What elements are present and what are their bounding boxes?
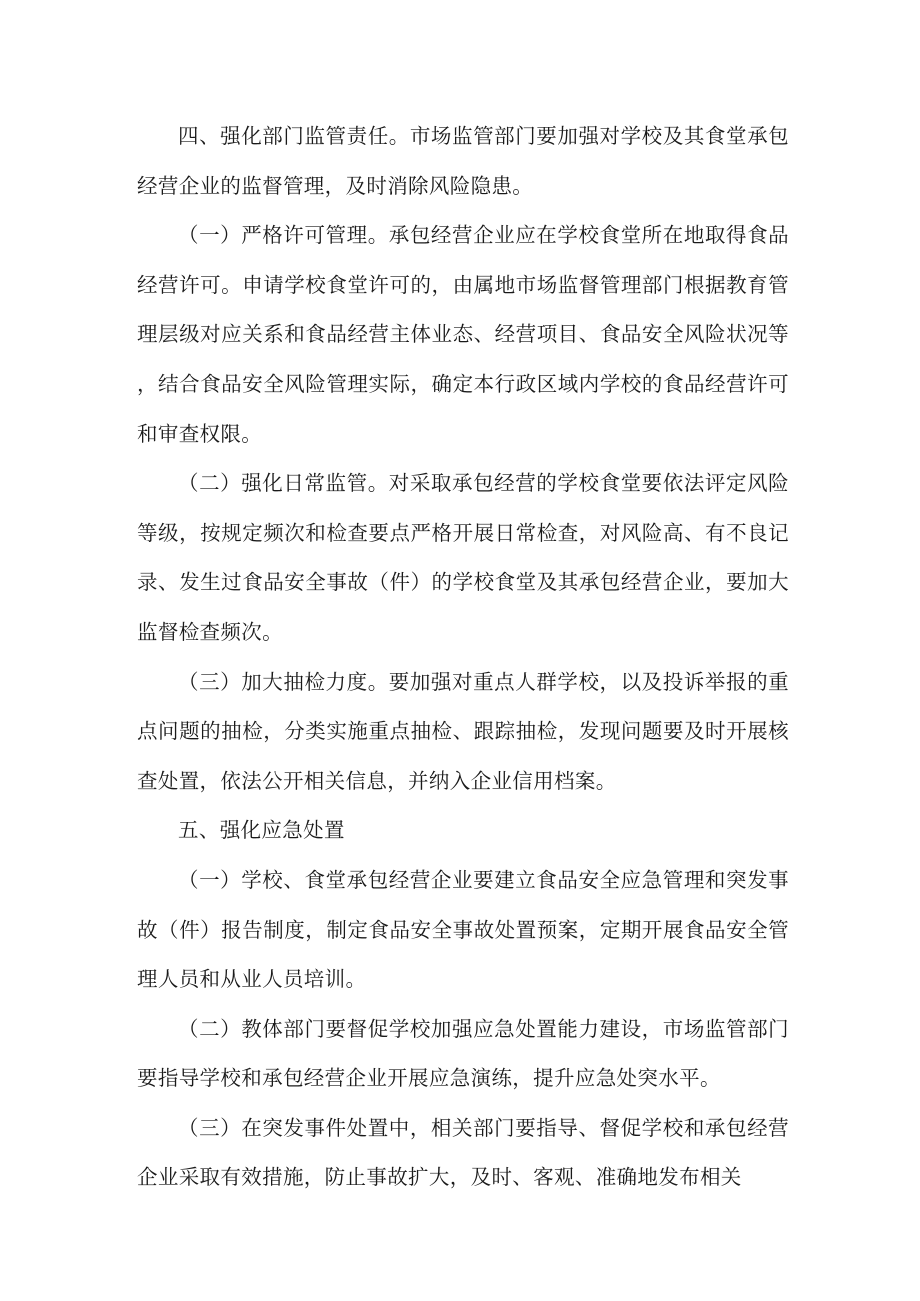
paragraph-section-4-intro: 四、强化部门监管责任。市场监管部门要加强对学校及其食堂承包经营企业的监督管理，及时消除风险隐患。	[137, 124, 789, 198]
paragraph-section-5-item-2: （二）教体部门要督促学校加强应急处置能力建设，市场监管部门要指导学校和承包经营企业开展应急演练，提升应急处突水平。	[137, 1016, 789, 1091]
paragraph-section-5-item-3: （三）在突发事件处置中，相关部门要指导、督促学校和承包经营企业采取有效措施，防止事故扩大，及时、客观、准确地发布相关	[137, 1115, 789, 1190]
paragraph-section-5-item-1: （一）学校、食堂承包经营企业要建立食品安全应急管理和突发事故（件）报告制度，制定食品安全事故处置预案，定期开展食品安全管理人员和从业人员培训。	[137, 867, 789, 992]
document-page	[137, 112, 789, 1203]
paragraph-section-4-item-2: （二）强化日常监管。对采取承包经营的学校食堂要依法评定风险等级，按规定频次和检查要点严格开展日常检查，对风险高、有不良记录、发生过食品安全事故（件）的学校食堂及其承包经营企业，要加大监督检查频次。	[137, 471, 789, 644]
section-5-heading: 五、强化应急处置	[178, 818, 345, 843]
paragraph-section-4-item-1: （一）严格许可管理。承包经营企业应在学校食堂所在地取得食品经营许可。申请学校食堂许可的，由属地市场监督管理部门根据教育管理层级对应关系和食品经营主体业态、经营项目、食品安全风险状况等，结合食品安全风险管理实际，确定本行政区域内学校的食品经营许可和审查权限。	[137, 223, 789, 446]
paragraph-section-4-item-3: （三）加大抽检力度。要加强对重点人群学校，以及投诉举报的重点问题的抽检，分类实施重点抽检、跟踪抽检，发现问题要及时开展核查处置，依法公开相关信息，并纳入企业信用档案。	[137, 669, 789, 793]
